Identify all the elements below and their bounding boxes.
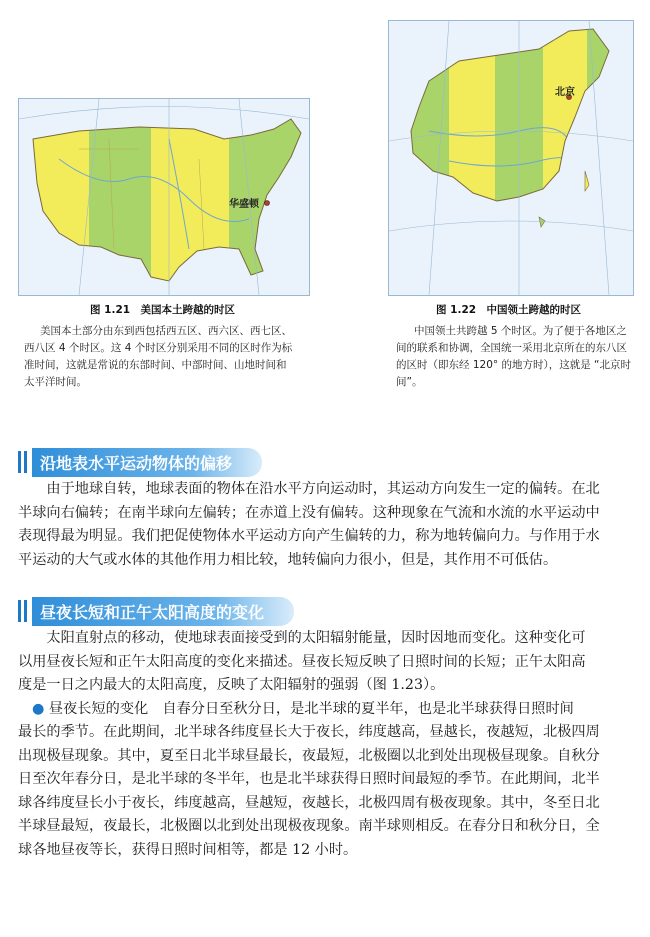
figure-1-21-caption: 图 1.21 美国本土跨越的时区 (90, 304, 236, 316)
section-1-body (18, 478, 632, 572)
heading-marker (18, 451, 27, 473)
text-line: 由于地球自转，地球表面的物体在沿水平方向运动时，其运动方向发生一定的偏转。在北 (18, 481, 600, 497)
text-line: 日至次年春分日，是北半球的冬半年，也是北半球获得日照时间最短的季节。在此期间，北半 (18, 771, 600, 787)
us-timezone-map (18, 98, 310, 296)
china-timezone-map (388, 20, 634, 296)
note-line: 中国领土共跨越 5 个时区。为了便于各地区之 (414, 325, 627, 337)
bullet-text: 昼夜长短的变化 自春分日至秋分日，是北半球的夏半年，也是北半球获得日照时间 (48, 700, 574, 717)
text-line: 半球向右偏转；在南半球向左偏转；在赤道上没有偏转。这种现象在气流和水流的水平运动中 (18, 504, 600, 521)
section-heading-coriolis (18, 449, 262, 475)
figure-1-22-note (396, 323, 631, 391)
section-title: 昼夜长短和正午太阳高度的变化 (32, 597, 294, 626)
figure-1-21-note (24, 323, 292, 391)
text-line: 球各地昼夜等长，获得日照时间相等，都是 12 小时。 (18, 841, 358, 858)
note-line: 西八区 4 个时区。这 4 个时区分别采用不同的区时作为标 (24, 342, 293, 354)
section-2-body (18, 627, 632, 862)
section-heading-daylength (18, 598, 294, 624)
note-line: 的区时（即东经 120° 的地方时），这就是 “北京时 (396, 359, 631, 371)
note-line: 太平洋时间。 (24, 376, 87, 388)
note-line: 间”。 (396, 376, 423, 388)
note-line: 美国本土部分由东到西包括西五区、西六区、西七区、 (40, 325, 292, 337)
text-line: 以用昼夜长短和正午太阳高度的变化来描述。昼夜长短反映了日照时间的长短；正午太阳高 (18, 653, 586, 670)
text-line: 度是一日之内最大的太阳高度，反映了太阳辐射的强弱（图 1.23）。 (18, 677, 445, 693)
note-line: 间的联系和协调，全国统一采用北京所在的东八区 (396, 342, 627, 354)
figure-1-22-caption: 图 1.22 中国领土跨越的时区 (436, 304, 582, 316)
washington-label: 华盛顿 (229, 199, 259, 210)
beijing-label: 北京 (555, 87, 575, 98)
china-map-graphic (389, 21, 633, 295)
text-line: 平运动的大气或水体的其他作用力相比较，地转偏向力很小，但是，其作用不可低估。 (18, 551, 558, 568)
bullet-line (18, 698, 632, 722)
text-line: 球各纬度昼长小于夜长，纬度越高，昼越短，夜越长，北极四周有极夜现象。其中，冬至日北 (18, 794, 600, 811)
text-line: 最长的季节。在此期间，北半球各纬度昼长大于夜长，纬度越高，昼越长，夜越短，北极四周 (18, 724, 600, 740)
us-map-graphic (19, 99, 309, 295)
text-line: 半球昼最短，夜最长，北极圈以北到处出现极夜现象。南半球则相反。在春分日和秋分日，全 (18, 818, 600, 834)
note-line: 准时间，这就是常说的东部时间、中部时间、山地时间和 (24, 359, 287, 371)
heading-marker (18, 600, 27, 622)
bullet-icon: ● (32, 700, 45, 717)
text-line: 表现得最为明显。我们把促使物体水平运动方向产生偏转的力，称为地转偏向力。与作用于水 (18, 528, 600, 544)
text-line: 太阳直射点的移动，使地球表面接受到的太阳辐射能量，因时因地而变化。这种变化可 (18, 630, 586, 646)
section-title: 沿地表水平运动物体的偏移 (32, 448, 262, 477)
text-line: 出现极昼现象。其中，夏至日北半球昼最长，夜最短，北极圈以北到处出现极昼现象。自秋分 (18, 747, 600, 764)
